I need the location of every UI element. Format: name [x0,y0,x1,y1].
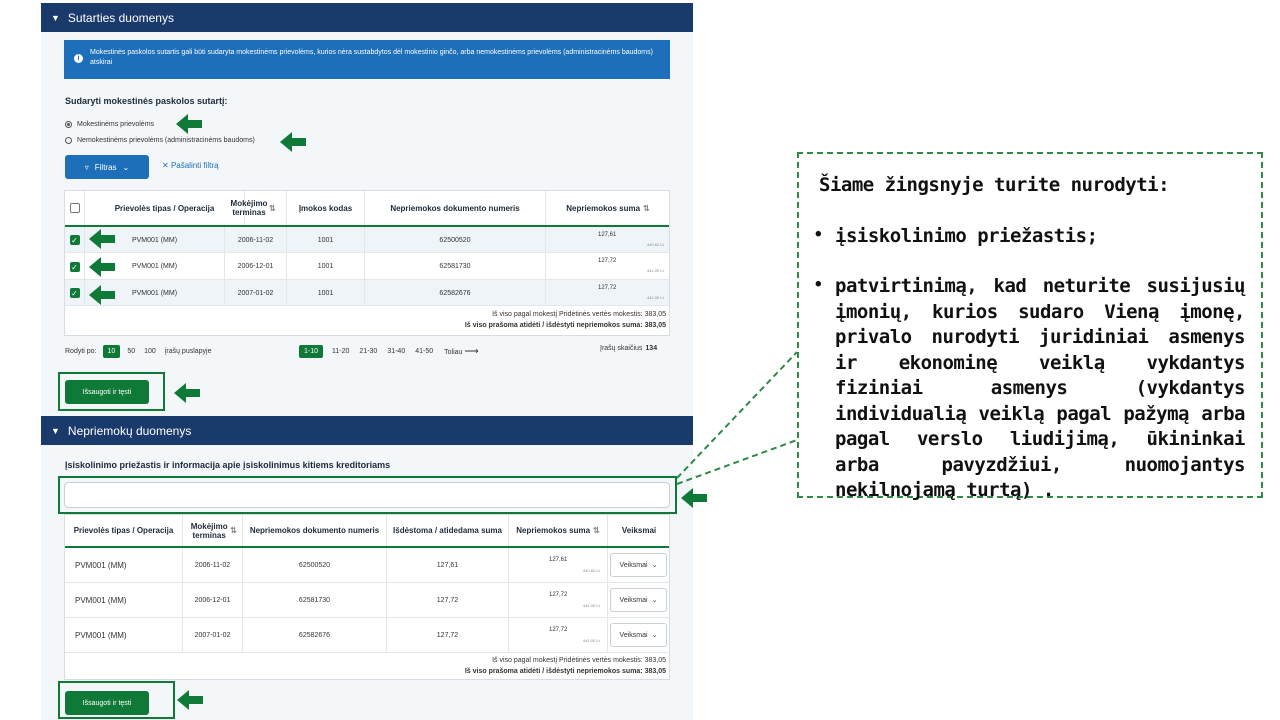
reason-input[interactable] [64,482,670,508]
page-size-selector [65,345,212,358]
page-size-100[interactable]: 100 [144,348,156,355]
filter-label: Filtras [94,162,117,172]
info-text: Mokestinės paskolos sutartis gali būti sudaryta mokestinėms prievolėms, kurios nėra sustabdytos dėl mokestinio ginčo, arba nemokestinėms prievolėms (administracinėms baudoms) atskirai [90,49,653,66]
cell-type: PVM001 (MM) [85,280,225,306]
actions-label: Veiksmai [619,561,648,569]
info-alert [64,40,670,79]
contract-table-header [65,191,669,227]
pointer-arrow-icon [176,114,202,134]
pointer-arrow-icon [89,229,115,249]
col-term-label: Mokėjimo terminas [230,199,268,217]
table-row[interactable] [65,227,669,253]
page-41-50[interactable]: 41-50 [415,348,434,355]
table-row[interactable] [65,618,669,653]
record-count-label: Įrašų skaičius [600,345,643,352]
row-checkbox-cell [65,253,85,280]
col-term[interactable] [183,515,243,546]
arrears-section-header[interactable] [41,416,693,445]
table-row[interactable] [65,280,669,306]
cell-sum: 127,72 [598,258,617,264]
pointer-arrow-icon [174,383,200,403]
contract-table [64,190,670,336]
cell-sum-lt: 440,62 Lt [583,568,600,573]
row-checkbox[interactable]: ✓ [71,262,78,272]
bullet-2-text: patvirtinimą, kad neturite susijusių įmonių, kurios sudaro Vieną įmonę, privalo nurodyti juridiniai asmenys ir ekonominę veiklą vykdantys fiziniai asmenys (vykdantys individualią veiklą pagal pažymą arba pagal verslo liudijimą, ūkininkai arba pavyzdžiui, nuomojantys nekilnojamą turtą) . [835,275,1245,501]
col-term-label: Mokėjimo terminas [190,521,228,540]
close-icon: ✕ [162,161,169,170]
col-sum-label: Nepriemokos suma [516,526,591,535]
chevron-down-icon: ▼ [51,12,60,23]
cell-doc: 62581730 [243,583,387,618]
select-all-cell [65,191,85,225]
cell-term: 2006-11-02 [225,227,287,253]
chevron-down-icon: ▼ [51,425,60,436]
sort-icon: ⇅ [593,526,600,535]
actions-dropdown[interactable] [610,553,667,577]
info-icon: i [74,54,83,63]
cell-sum-wrap [509,548,608,583]
cell-type: PVM001 (MM) [85,227,225,253]
page-11-20[interactable]: 11-20 [332,348,350,355]
sort-icon: ⇅ [230,526,237,535]
bullet-1-text: įsiskolinimo priežastis; [835,225,1098,247]
next-page-link[interactable] [444,346,479,357]
table-row[interactable] [65,583,669,618]
col-sum-label: Nepriemokos suma [566,203,641,213]
cell-sum-lt: 441,00 Lt [647,268,664,273]
cell-type: PVM001 (MM) [65,583,183,618]
callout-title: Šiame žingsnyje turite nurodyti: [819,174,1170,196]
table-row[interactable] [65,253,669,280]
cell-term: 2006-11-02 [183,548,243,583]
cell-doc: 62582676 [243,618,387,653]
pointer-arrow-icon [681,488,707,508]
save-continue-button-2[interactable]: Išsaugoti ir tęsti [65,691,149,715]
cell-sum: 127,72 [549,627,568,633]
actions-label: Veiksmai [619,596,648,604]
cell-sum: 127,72 [598,285,617,291]
actions-dropdown[interactable] [610,588,667,612]
radio-nontax-label: Nemokestinėms prievolėms (administracinėms baudoms) [77,137,255,144]
table-row[interactable] [65,548,669,583]
cell-type: PVM001 (MM) [65,548,183,583]
cell-sum-lt: 441,00 Lt [647,295,664,300]
radio-nontax-dot[interactable] [65,137,72,144]
page-21-30[interactable]: 21-30 [359,348,378,355]
cell-term: 2007-01-02 [183,618,243,653]
next-label: Toliau [444,349,463,356]
cell-doc: 62581730 [365,253,546,280]
cell-sum-lt: 441,00 Lt [583,638,600,643]
pointer-arrow-icon [89,257,115,277]
col-doc[interactable]: Nepriemokos dokumento numeris [365,191,546,225]
total-requested: Iš viso prašoma atidėti / išdėstyti nepriemokos suma: 383,05 [464,668,666,675]
chevron-down-icon: ⌄ [651,562,658,569]
pointer-arrow-icon [89,285,115,305]
cell-term: 2006-12-01 [183,583,243,618]
cell-term: 2006-12-01 [225,253,287,280]
remove-filter-label: Pašalinti filtrą [170,161,219,170]
actions-dropdown[interactable] [610,623,667,647]
sort-icon: ⇅ [269,203,276,213]
row-checkbox[interactable]: ✓ [71,236,78,245]
contract-totals [465,309,666,331]
col-sum[interactable] [509,515,608,546]
cell-sum-wrap [509,618,608,653]
cell-code: 1001 [287,227,365,253]
filter-icon: ▿ [84,162,89,172]
chevron-down-icon: ⌄ [122,162,130,172]
chevron-down-icon: ⌄ [651,597,658,604]
radio-nontax[interactable] [65,137,255,144]
arrears-totals [465,655,666,677]
cell-deferred: 127,61 [387,548,509,583]
col-actions: Veiksmai [621,526,657,535]
select-all-checkbox[interactable] [70,203,80,213]
cell-doc: 62500520 [243,548,387,583]
radio-tax-label: Mokestinėms prievolėms [77,121,155,128]
pointer-arrow-icon [280,132,306,152]
page-size-10[interactable]: 10 [103,345,121,358]
page-31-40[interactable]: 31-40 [387,348,406,355]
pointer-arrow-icon [177,690,203,710]
cell-term: 2007-01-02 [225,280,287,306]
cell-type: PVM001 (MM) [65,618,183,653]
cell-doc: 62582676 [365,280,546,306]
per-page-suffix: įrašų puslapyje [164,348,212,355]
cell-deferred: 127,72 [387,583,509,618]
col-doc[interactable]: Nepriemokos dokumento numeris [243,515,387,546]
actions-label: Veiksmai [619,631,648,639]
reason-label: Įsiskolinimo priežastis ir informacija apie įsiskolinimus kitiems kreditoriams [65,460,391,470]
page-1-10[interactable]: 1-10 [299,345,323,358]
cell-sum-lt: 441,00 Lt [583,603,600,608]
arrears-table-header [65,515,669,548]
pagination [299,345,479,358]
cell-sum: 127,61 [549,557,568,563]
row-checkbox-cell [65,280,85,306]
record-count [600,345,657,352]
cell-deferred: 127,72 [387,618,509,653]
page-size-50[interactable]: 50 [127,348,136,355]
contract-section-header[interactable] [41,3,693,32]
instruction-callout [797,152,1263,501]
col-deferred[interactable]: Išdėstoma / atidedama suma [387,515,509,546]
total-by-tax: Iš viso pagal mokestį Pridėtinės vertės mokestis: 383,05 [492,657,666,664]
save-continue-button[interactable]: Išsaugoti ir tęsti [65,380,149,404]
sort-icon: ⇅ [643,203,650,213]
filter-button[interactable] [65,155,149,179]
cell-code: 1001 [287,253,365,280]
cell-sum-lt: 440,62 Lt [647,242,664,247]
cell-sum: 127,61 [598,232,617,238]
col-term[interactable] [225,191,287,225]
bullet-dot: • [815,274,822,295]
chevron-down-icon: ⌄ [651,632,658,639]
bullet-dot: • [815,224,822,245]
record-count-value: 134 [645,345,658,352]
radio-tax[interactable] [65,121,154,128]
total-requested: Iš viso prašoma atidėti / išdėstyti nepriemokos suma: 383,05 [464,322,666,329]
row-checkbox[interactable]: ✓ [71,289,78,298]
radio-tax-dot[interactable] [65,121,72,128]
contract-header-title: Sutarties duomenys [67,10,174,25]
choose-label: Sudaryti mokestinės paskolos sutartį: [65,96,228,106]
cell-sum-wrap [509,583,608,618]
cell-doc: 62500520 [365,227,546,253]
cell-type: PVM001 (MM) [85,253,225,280]
col-code[interactable]: Įmokos kodas [287,191,365,225]
cell-code: 1001 [287,280,365,306]
row-checkbox-cell [65,227,85,253]
total-by-tax: Iš viso pagal mokestį Pridėtinės vertės mokestis: 383,05 [492,311,666,318]
per-page-label: Rodyti po: [65,348,97,355]
arrears-table [64,514,670,680]
arrears-header-title: Nepriemokų duomenys [67,423,192,438]
cell-sum: 127,72 [549,592,568,598]
remove-filter-link[interactable] [162,161,219,170]
col-type[interactable]: Prievolės tipas / Operacija [65,515,183,546]
col-sum[interactable] [546,191,670,225]
arrow-right-icon: ⟶ [464,346,479,357]
col-type[interactable]: Prievolės tipas / Operacija [85,191,245,225]
